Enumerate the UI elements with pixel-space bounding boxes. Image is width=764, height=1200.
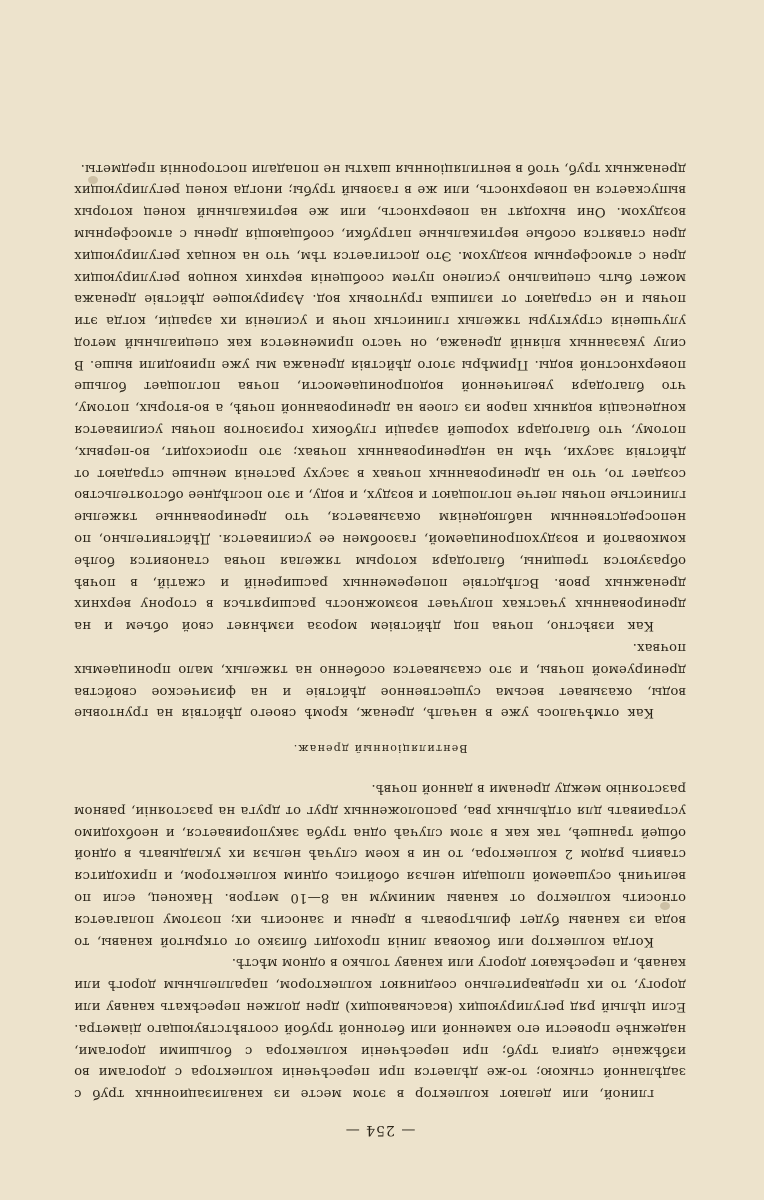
paragraph: Когда коллектор или боковая линія проходит близко от открытой канавы, то вода из канавы будет фильтровать в дрены и заносить их; поэтому полагается относить коллектор от канавы минимум на 8—10 метров. Наконец, если по величинѣ осушаемой площади нельзя обойтись одним коллектором, и приходится ставить рядом 2 коллектора, то ни в коем случаѣ нельзя их укладывать в одной общей траншеѣ, так как в этом случаѣ одна труба закупоривается, и необходимо устраивать для отдѣльных рва, расположенных друг от друга на разстояніи, равном разстоянію между дренами в данной почвѣ. [74, 781, 686, 949]
paragraph: Как извѣстно, почва под дѣйствіем мороза измѣняет свой объем и на дренированных участках получает возможность расширяться в сторону верхних дренажных рвов. Вслѣдствіе попеременных расширеній и сжатій, в почвѣ образуются трещины, благодаря которым тяжелая почва становится болѣе комковатой и воздухопроницаемой, газообмен ее усиливается. Дѣйствительно, по непосредственным наблюденіям оказывается, что дренированные тяжелые глинистые почвы легче поглощают и воздух, и воду, и это послѣднее обстоятельство создает то, что на дренированных почвах в засуху растенія меньше страдают от дѣйствія засухи, чѣм на недренированных почвах; это происходит, во-первых, потому, что благодаря хорошей аэраціи глубоких горизонтов почвы усиливается конденсація водяных паров из слоев на дренированной почвѣ, а во-вторых, потому, что благодаря увеличенной водопроницаемости, почва поглощает больше поверхностной воды. Примѣры этого дѣйствія дренажа мы уже приводили выше. В силу указанных вліяній дренажа, он часто применяется как специальный метод улучшенія структуры тяжелых глинистых почв и усиленія их аэраціи, когда эти почвы и не страдают от излишка грунтовых вод. Аэрирующее дѣйствіе дренажа может быть специально усилено путем сообщенія верхних концов регулирующих дрен с атмосферным воздухом. Это достигается тѣм, что на концах регулирующих дрен ставятся особые вертикальные патрубки, сообщающія дрены с атмосферным воздухом. Они выходят на поверхность, или же вертикальный конец которых выпускается на поверхность, или же в газовый трубы; иногда конец регулирующих дренажных труб, чтоб в вентиляціонныя шахты не попадали постороннія предметы. [74, 160, 686, 634]
page-number: — 254 — [344, 1122, 416, 1138]
section-title: Вентиляціонный дренаж. [292, 742, 468, 756]
text-block [74, 157, 686, 1140]
paragraph: глиной, или делают коллектор в этом месте из канализационных труб с задѣланной стыкою; то-же дѣлается при пересѣченіи коллектора с дорогами во избѣжаніе сдвига труб; при пересѣченіи коллектора с большими дорогами, надежнѣе провести его каменной или бетонной трубой соотвѣтствующаго діаметра. Если цѣлый ряд регулирующих (всасывающих) дрен должен пересѣкать канаву или дорогу, то их предварительно соединяют коллектором, параллельным дорогѣ или канавѣ, и пересѣкают дорогу или канаву только в одном мѣстѣ. [74, 955, 686, 1102]
paragraph: Как отмѣчалось уже в началѣ, дренаж, кромѣ своего дѣйствія на грунтовые воды, оказывает весьма существенное дѣйствіе и на физическое свойства дренируемой почвы, и это сказывается особенно на тяжелых, мало проницаемых почвах. [74, 640, 686, 721]
